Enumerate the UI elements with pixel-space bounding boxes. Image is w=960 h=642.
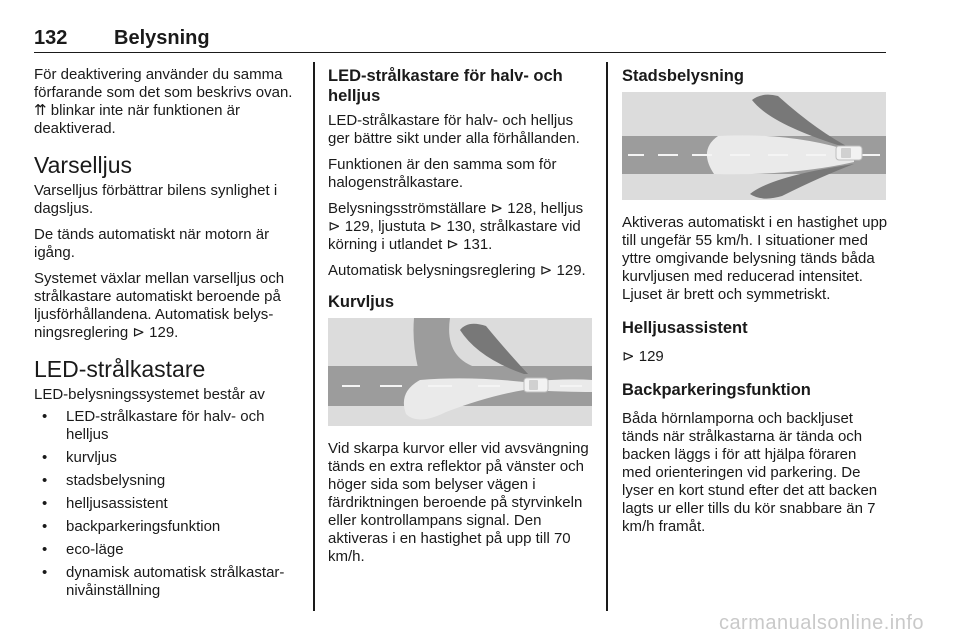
column-left	[34, 66, 298, 605]
column-divider-right	[606, 62, 608, 611]
list-item: • dynamisk automatisk strålkastarnivåinställning	[34, 564, 298, 600]
column-right	[622, 66, 888, 544]
led-beams-p4: Automatisk belysningsreglering ⊳ 129.	[328, 262, 586, 279]
varselljus-p2: De tänds automatiskt när motorn är igång.	[34, 226, 270, 261]
helljusassistent-ref: ⊳ 129	[622, 348, 664, 365]
led-beams-p1: LED-strålkastare för halv- och helljus ger bättre sikt under alla förhållanden.	[328, 112, 580, 147]
led-feature-list	[34, 408, 298, 600]
varselljus-heading: Varselljus	[34, 152, 132, 178]
list-item: • eco-läge	[34, 541, 298, 559]
backparkering-heading: Backparkeringsfunktion	[622, 381, 811, 399]
page-number: 132	[34, 27, 68, 49]
varselljus-p3: Systemet växlar mellan varselljus och strålkastare automatiskt beroende på ljusförhållandena. Automatisk belysningsreglering ⊳ 129.	[34, 270, 285, 341]
page-header	[34, 27, 886, 53]
led-beams-heading: LED-strålkastare för halv- och helljus	[328, 67, 563, 105]
backparkering-p1: Båda hörnlamporna och backljuset tänds när strålkastarna är tända och backen läggs i för att hjälpa föraren med orienteringen vid parkering. De lyser en kort stund efter det att backen lagts ur eller tills du kör snabbare än 7 km/h framåt.	[622, 410, 878, 535]
cornering-light-illustration	[328, 318, 592, 426]
led-intro: LED-belysningssystemet består av	[34, 386, 265, 403]
watermark: carmanualsonline.info	[718, 612, 924, 634]
list-item: • stadsbelysning	[34, 472, 298, 490]
column-middle	[328, 66, 592, 574]
list-item: • kurvljus	[34, 449, 298, 467]
list-item: • LED-strålkastare för halv- och helljus	[34, 408, 298, 444]
led-beams-p3: Belysningsströmställare ⊳ 128, helljus ⊳ 129, ljustuta ⊳ 130, strålkastare vid körning i utlandet ⊳ 131.	[328, 200, 584, 253]
city-light-illustration	[622, 92, 886, 200]
led-heading: LED-strålkastare	[34, 356, 206, 382]
led-beams-p2: Funktionen är den samma som för halogenstrålkastare.	[328, 156, 557, 191]
chapter-title: Belysning	[114, 27, 210, 49]
list-item: • helljusassistent	[34, 495, 298, 513]
stadsbelysning-p1: Aktiveras automatiskt i en hastighet upp till ungefär 55 km/h. I situationer med yttre omgivande belysning tänds båda kurvljusen med reducerad intensitet. Ljuset är brett och symmetriskt.	[622, 214, 888, 303]
deactivation-text: För deaktivering använder du samma förfarande som det som beskrivs ovan. ⇈ blinkar inte när funktionen är deaktiverad.	[34, 66, 293, 137]
column-divider-left	[313, 62, 315, 611]
list-item: • backparkeringsfunktion	[34, 518, 298, 536]
varselljus-p1: Varselljus förbättrar bilens synlighet i dagsljus.	[34, 182, 278, 217]
helljusassistent-heading: Helljusassistent	[622, 319, 748, 337]
stadsbelysning-heading: Stadsbelysning	[622, 67, 744, 85]
kurvljus-heading: Kurvljus	[328, 293, 395, 311]
kurvljus-p1: Vid skarpa kurvor eller vid avsvängning tänds en extra reflektor på vänster och höger sida som belyser vägen i färdriktningen beroende på styrvinkeln eller kontrollampans signal. Den aktiveras i en hastighet på upp till 70 km/h.	[328, 440, 589, 565]
